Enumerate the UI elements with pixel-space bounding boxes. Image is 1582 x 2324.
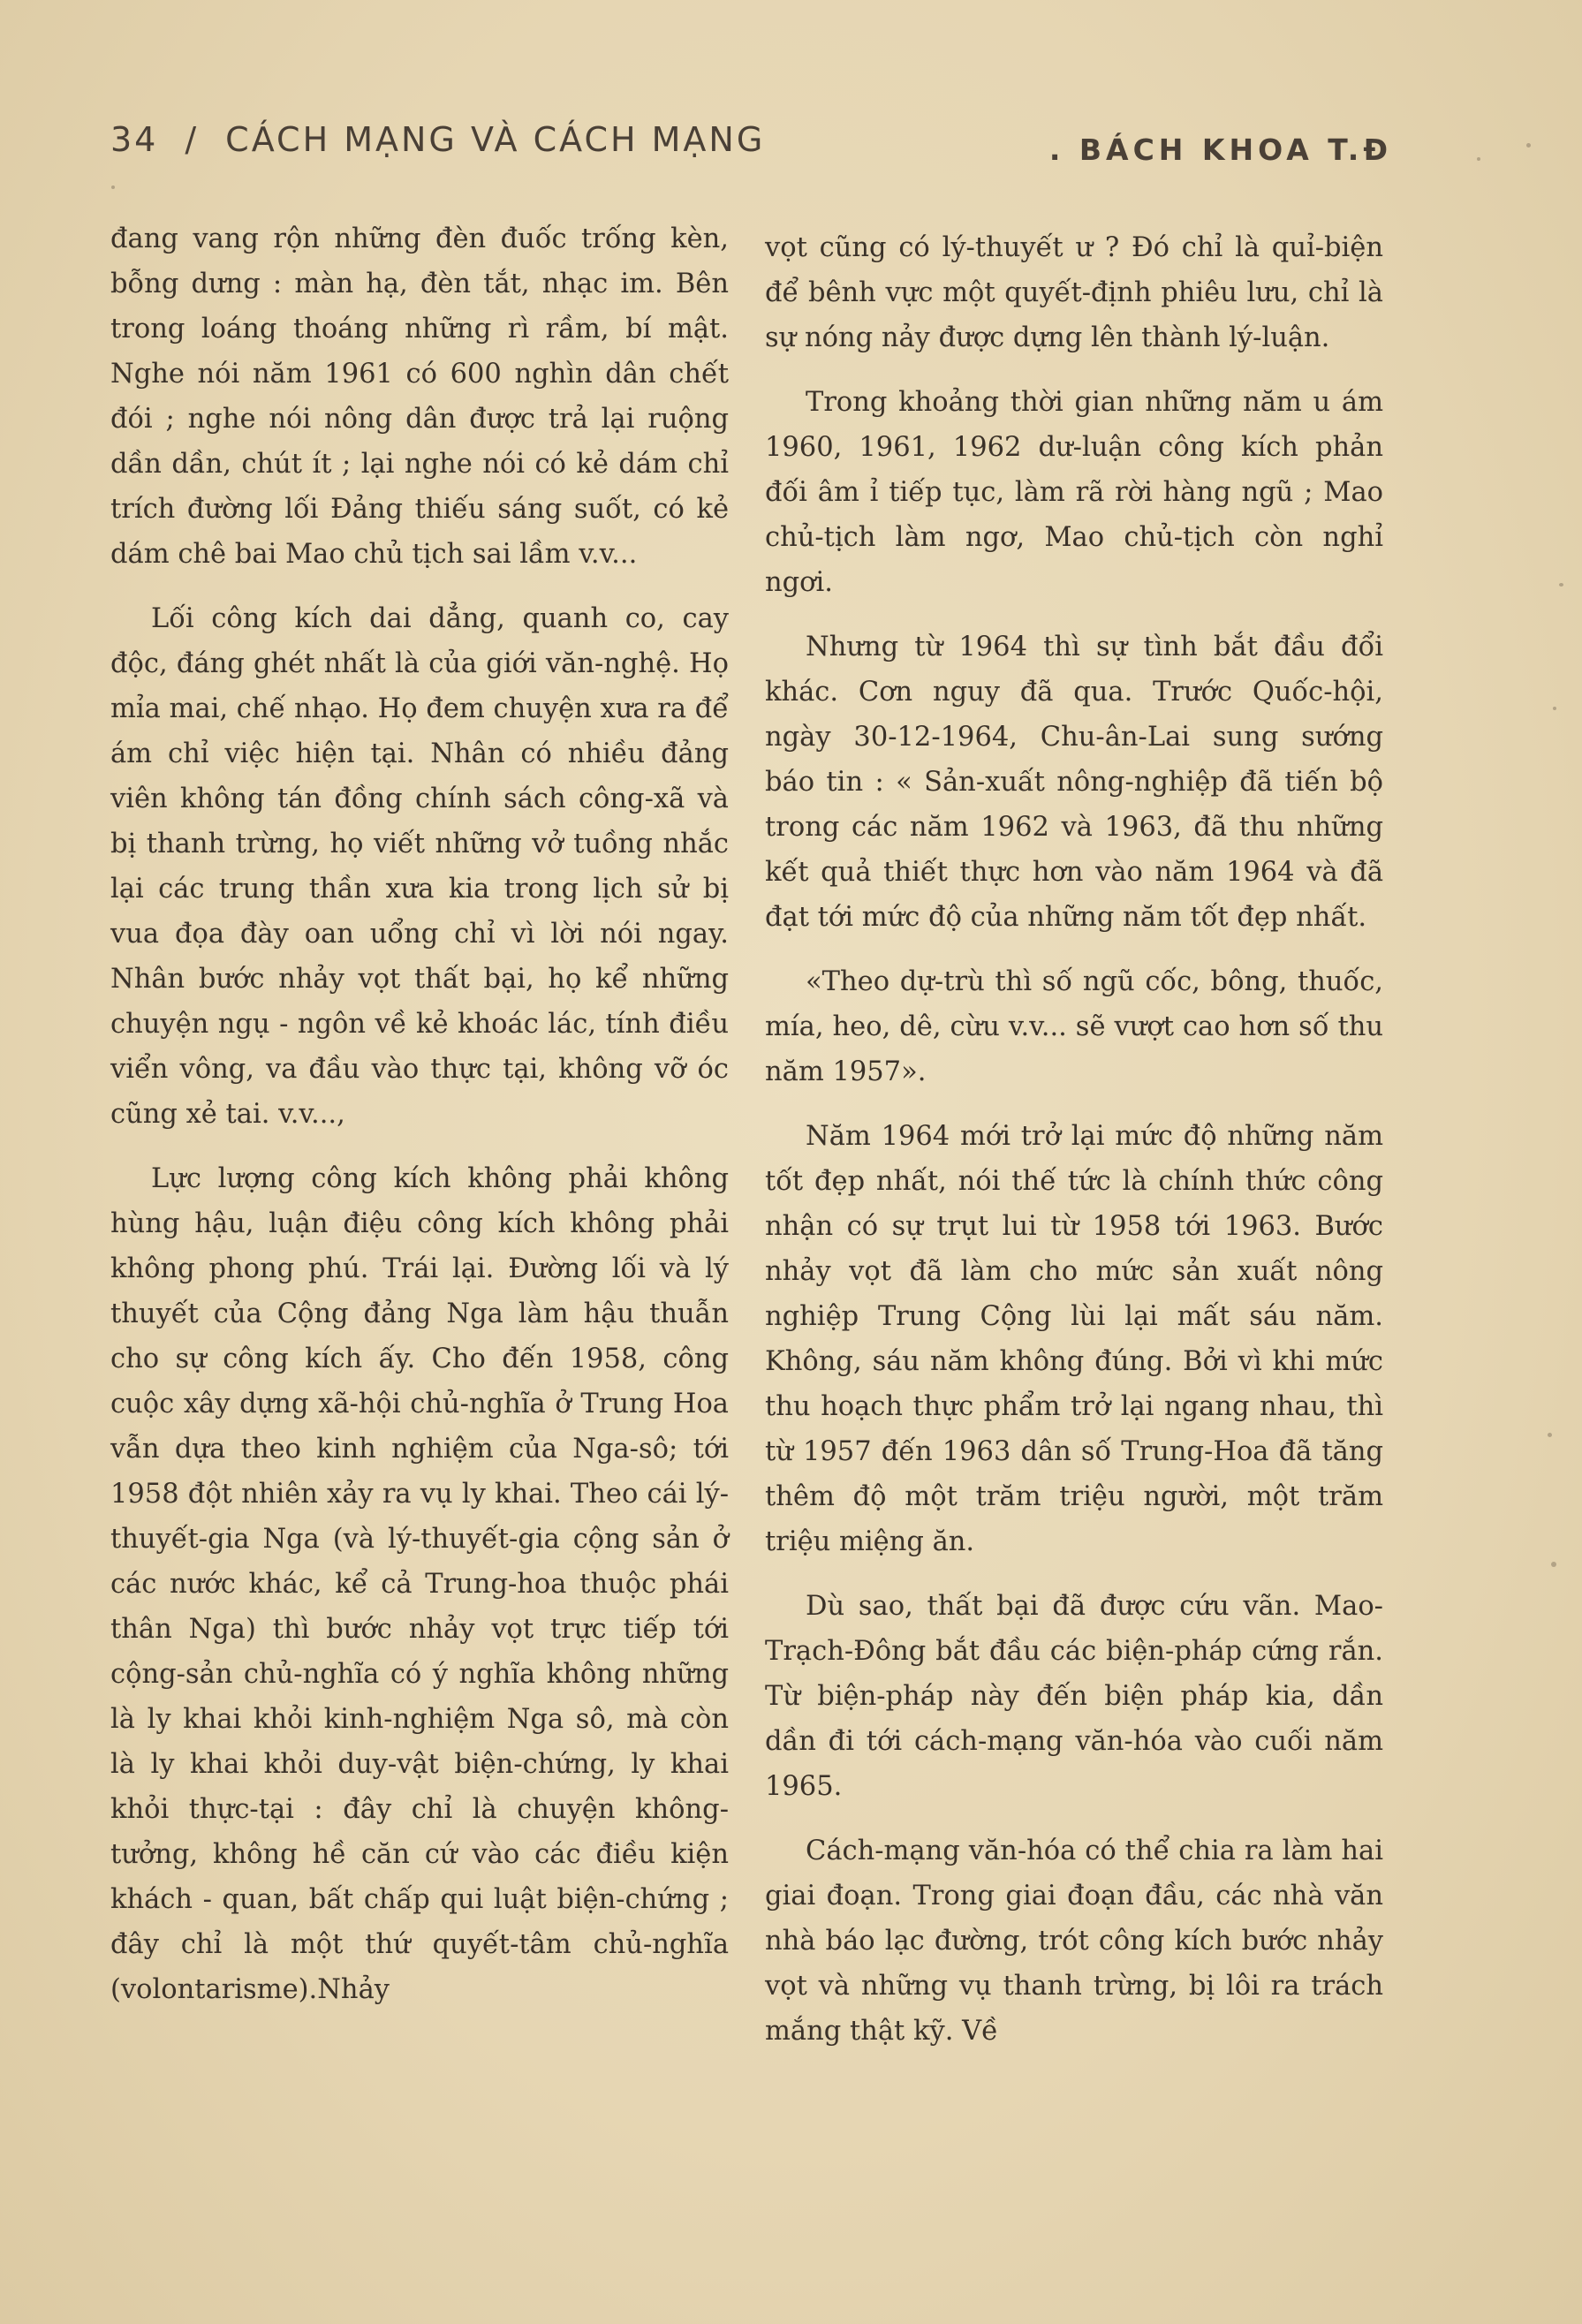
- left-column: [110, 216, 729, 2032]
- paper-speck: [1559, 583, 1563, 587]
- page-number: 34: [110, 120, 159, 159]
- right-column: [765, 225, 1383, 2073]
- paper-speck: [1548, 1433, 1552, 1437]
- paragraph: Lối công kích dai dẳng, quanh co, cay độc, đáng ghét nhất là của giới văn-nghệ. Họ mỉa mai, chế nhạo. Họ đem chuyện xưa ra để ám chỉ việc hiện tại. Nhân có nhiều đảng viên không tán đồng chính sách công-xã và bị thanh trừng, họ viết những vở tuồng nhắc lại các trung thần xưa kia trong lịch sử bị vua đọa đày oan uổng chỉ vì lời nói ngay. Nhân bước nhảy vọt thất bại, họ kể những chuyện ngụ - ngôn về kẻ khoác lác, tính điều viển vông, va đầu vào thực tại, không vỡ óc cũng xẻ tai. v.v...,: [110, 603, 729, 1130]
- header-separator: /: [185, 120, 200, 159]
- paragraph: Cách-mạng văn-hóa có thể chia ra làm hai giai đoạn. Trong giai đoạn đầu, các nhà văn nhà báo lạc đường, trót công kích bước nhảy vọt và những vụ thanh trừng, bị lôi ra trách mắng thật kỹ. Về: [765, 1836, 1383, 2047]
- paragraph: Nhưng từ 1964 thì sự tình bắt đầu đổi khác. Cơn nguy đã qua. Trước Quốc-hội, ngày 30-12-1964, Chu-ân-Lai sung sướng báo tin : « Sản-xuất nông-nghiệp đã tiến bộ trong các năm 1962 và 1963, đã thu những kết quả thiết thực hơn vào năm 1964 và đã đạt tới mức độ của những năm tốt đẹp nhất.: [765, 632, 1383, 933]
- paragraph: «Theo dự-trù thì số ngũ cốc, bông, thuốc, mía, heo, dê, cừu v.v... sẽ vượt cao hơn số thu năm 1957».: [765, 966, 1383, 1087]
- running-title: [110, 120, 765, 159]
- paper-speck: [1553, 707, 1556, 710]
- paper-speck: [111, 185, 115, 189]
- page-header: [110, 113, 1392, 175]
- paragraph: đang vang rộn những đèn đuốc trống kèn, bỗng dưng : màn hạ, đèn tắt, nhạc im. Bên trong loáng thoáng những rì rầm, bí mật. Nghe nói năm 1961 có 600 nghìn dân chết đói ; nghe nói nông dân được trả lại ruộng dần dần, chút ít ; lại nghe nói có kẻ dám chỉ trích đường lối Đảng thiếu sáng suốt, có kẻ dám chê bai Mao chủ tịch sai lầm v.v...: [110, 223, 729, 570]
- paragraph: Dù sao, thất bại đã được cứu vãn. Mao-Trạch-Đông bắt đầu các biện-pháp cứng rắn. Từ biện-pháp này đến biện pháp kia, dần dần đi tới cách-mạng văn-hóa vào cuối năm 1965.: [765, 1591, 1383, 1802]
- paper-speck: [1526, 143, 1531, 148]
- magazine-name: . BÁCH KHOA T.Đ: [1048, 132, 1392, 167]
- paragraph: vọt cũng có lý-thuyết ư ? Đó chỉ là quỉ-biện để bênh vực một quyết-định phiêu lưu, chỉ là sự nóng nảy được dựng lên thành lý-luận.: [765, 232, 1383, 353]
- section-title: CÁCH MẠNG VÀ CÁCH MẠNG: [225, 120, 766, 159]
- paragraph: Lực lượng công kích không phải không hùng hậu, luận điệu công kích không phải không phong phú. Trái lại. Đường lối và lý thuyết của Cộng đảng Nga làm hậu thuẫn cho sự công kích ấy. Cho đến 1958, công cuộc xây dựng xã-hội chủ-nghĩa ở Trung Hoa vẫn dựa theo kinh nghiệm của Nga-sô; tới 1958 đột nhiên xảy ra vụ ly khai. Theo cái lý-thuyết-gia Nga (và lý-thuyết-gia cộng sản ở các nước khác, kể cả Trung-hoa thuộc phái thân Nga) thì bước nhảy vọt trực tiếp tới cộng-sản chủ-nghĩa có ý nghĩa không những là ly khai khỏi kinh-nghiệm Nga sô, mà còn là ly khai khỏi duy-vật biện-chứng, ly khai khỏi thực-tại : đây chỉ là chuyện không-tưởng, không hề căn cứ vào các điều kiện khách - quan, bất chấp qui luật biện-chứng ; đây chỉ là một thứ quyết-tâm chủ-nghĩa (volontarisme).Nhảy: [110, 1163, 729, 2005]
- paragraph: Trong khoảng thời gian những năm u ám 1960, 1961, 1962 dư-luận công kích phản đối âm ỉ tiếp tục, làm rã rời hàng ngũ ; Mao chủ-tịch làm ngơ, Mao chủ-tịch còn nghỉ ngơi.: [765, 387, 1383, 598]
- paper-speck: [1551, 1562, 1556, 1567]
- paper-speck: [1477, 157, 1480, 161]
- paragraph: Năm 1964 mới trở lại mức độ những năm tốt đẹp nhất, nói thế tức là chính thức công nhận có sự trụt lui từ 1958 tới 1963. Bước nhảy vọt đã làm cho mức sản xuất nông nghiệp Trung Cộng lùi lại mất sáu năm. Không, sáu năm không đúng. Bởi vì khi mức thu hoạch thực phẩm trở lại ngang nhau, thì từ 1957 đến 1963 dân số Trung-Hoa đã tăng thêm độ một trăm triệu người, một trăm triệu miệng ăn.: [765, 1121, 1383, 1557]
